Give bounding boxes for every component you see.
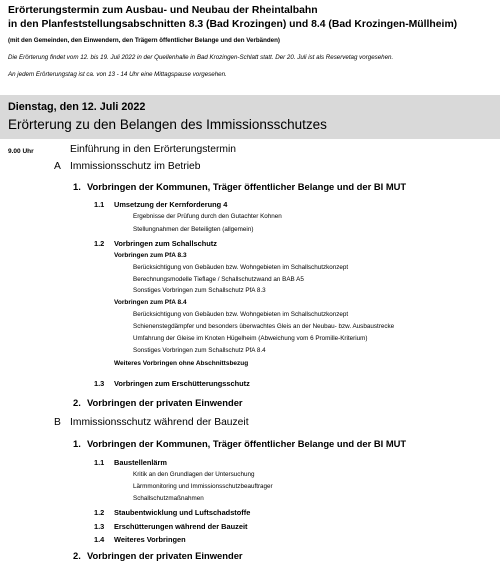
b-sub-1-1-item: Schallschutzmaßnahmen	[133, 495, 204, 502]
a-point-1-number: 1.	[73, 181, 81, 192]
pfa-8-4-item: Umfahrung der Gleise im Knoten Hügelheim (Abweichung vom 6 Promille-Kriterium)	[133, 335, 368, 342]
a-point-2-number: 2.	[73, 397, 81, 408]
b-point-1-title: Vorbringen der Kommunen, Träger öffentlicher Belange und der BI MUT	[87, 438, 407, 449]
pfa-8-4-item: Berücksichtigung von Gebäuden bzw. Wohngebieten im Schallschutzkonzept	[133, 311, 349, 318]
intro-item: Einführung in den Erörterungstermin	[70, 144, 236, 155]
section-b-letter: B	[54, 417, 61, 428]
b-point-2-title: Vorbringen der privaten Einwender	[87, 550, 243, 561]
b-sub-1-3-number: 1.3	[94, 522, 105, 531]
b-point-1-number: 1.	[73, 438, 81, 449]
a-sub-1-1-item: Stellungnahmen der Beteiligten (allgemein)	[133, 226, 254, 233]
b-sub-1-1-item: Kritik an den Grundlagen der Untersuchung	[133, 471, 255, 478]
a-sub-1-2-number: 1.2	[94, 239, 105, 248]
document-header	[0, 0, 500, 79]
pfa-8-3-item: Berechnungsmodelle Tieflage / Schallschutzwand an BAB A5	[133, 276, 304, 283]
pfa-8-4-item: Sonstiges Vorbringen zum Schallschutz PfA 8.4	[133, 347, 266, 354]
b-sub-1-1-item: Lärmmonitoring und Immissionsschutzbeauftrager	[133, 483, 273, 490]
a-point-2-title: Vorbringen der privaten Einwender	[87, 397, 243, 408]
pfa-8-3-label: Vorbringen zum PfA 8.3	[114, 252, 187, 259]
b-sub-1-4-title: Weiteres Vorbringen	[114, 535, 186, 544]
further-label: Weiteres Vorbringen ohne Abschnittsbezug	[114, 360, 249, 367]
pfa-8-4-item: Schienenstegdämpfer und besonders überwachtes Gleis an der Neubau- bzw. Ausbaustrecke	[133, 323, 395, 330]
subtitle: (mit den Gemeinden, den Einwendern, den Trägern öffentlicher Belange und den Verbänden)	[8, 37, 280, 44]
day-topic: Erörterung zu den Belangen des Immissionsschutzes	[8, 117, 327, 132]
day-label: Dienstag, den 12. Juli 2022	[8, 101, 146, 113]
a-point-1-title: Vorbringen der Kommunen, Träger öffentlicher Belange und der BI MUT	[87, 181, 407, 192]
section-b-title: Immissionsschutz während der Bauzeit	[70, 417, 249, 428]
b-sub-1-1-title: Baustellenlärm	[114, 458, 167, 467]
a-sub-1-3-number: 1.3	[94, 379, 105, 388]
section-a-letter: A	[54, 161, 61, 172]
b-sub-1-1-number: 1.1	[94, 458, 105, 467]
b-sub-1-2-number: 1.2	[94, 508, 105, 517]
a-sub-1-1-title: Umsetzung der Kernforderung 4	[114, 200, 228, 209]
a-sub-1-1-item: Ergebnisse der Prüfung durch den Gutachter Kohnen	[133, 213, 282, 220]
b-sub-1-4-number: 1.4	[94, 535, 105, 544]
b-sub-1-2-title: Staubentwicklung und Luftschadstoffe	[114, 508, 251, 517]
start-time: 9.00 Uhr	[8, 148, 34, 155]
title-line-2: in den Planfeststellungsabschnitten 8.3 (Bad Krozingen) und 8.4 (Bad Krozingen-Müllheim)	[8, 19, 458, 30]
b-point-2-number: 2.	[73, 550, 81, 561]
pfa-8-3-item: Berücksichtigung von Gebäuden bzw. Wohngebieten im Schallschutzkonzept	[133, 264, 349, 271]
a-sub-1-3-title: Vorbringen zum Erschütterungsschutz	[114, 379, 250, 388]
pfa-8-4-label: Vorbringen zum PfA 8.4	[114, 299, 187, 306]
note-dates: Die Erörterung findet vom 12. bis 19. Juli 2022 in der Quellenhalle in Bad Krozingen-Schlatt statt. Der 20. Juli ist als Reservetag vorgesehen.	[8, 54, 394, 61]
section-a-title: Immissionsschutz im Betrieb	[70, 161, 201, 172]
a-sub-1-2-title: Vorbringen zum Schallschutz	[114, 239, 217, 248]
note-break: An jedem Erörterungstag ist ca. von 13 - 14 Uhr eine Mittagspause vorgesehen.	[8, 71, 227, 78]
title-line-1: Erörterungstermin zum Ausbau- und Neubau der Rheintalbahn	[8, 5, 318, 16]
a-sub-1-1-number: 1.1	[94, 200, 105, 209]
pfa-8-3-item: Sonstiges Vorbringen zum Schallschutz PfA 8.3	[133, 287, 266, 294]
b-sub-1-3-title: Erschütterungen während der Bauzeit	[114, 522, 248, 531]
